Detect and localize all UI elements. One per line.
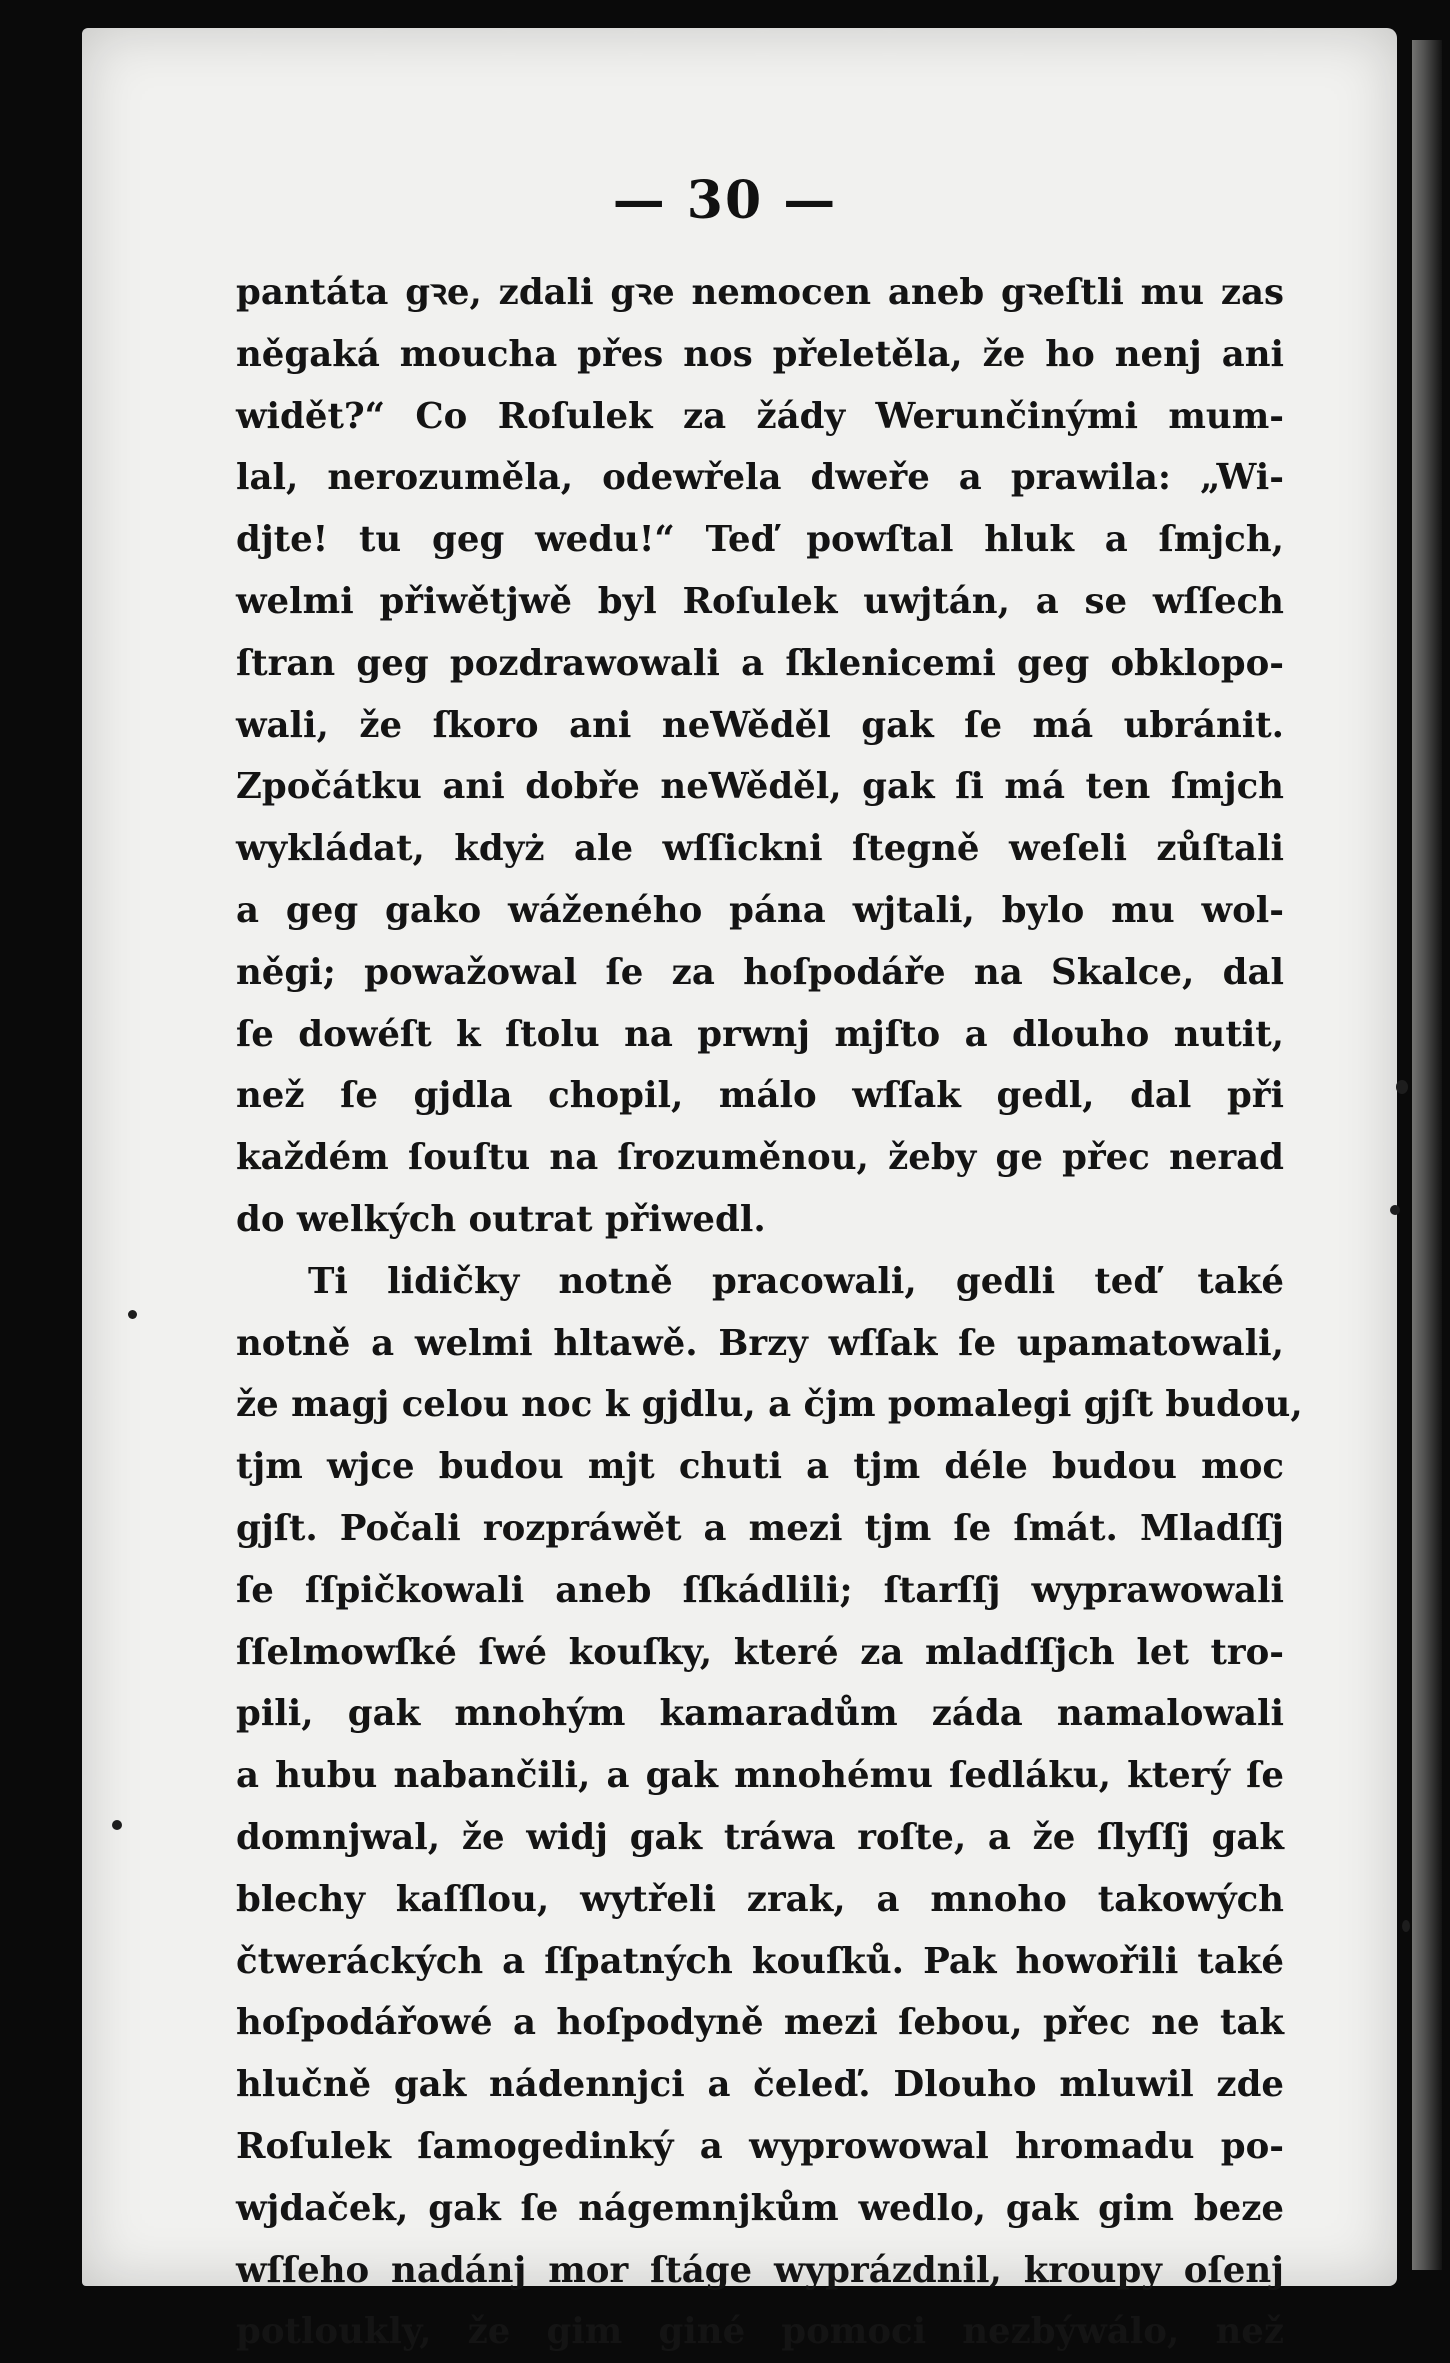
text-line: wali, že ſkoro ani neWěděl gak ſe má ubránit. bbox=[236, 704, 1284, 746]
text-line: že magj celou noc k gjdlu, a čjm pomalegi gjſt budou, bbox=[236, 1384, 1303, 1426]
paragraph-start-line: Ti lidičky notně pracowali, gedli teď také bbox=[308, 1260, 1284, 1302]
text-line: něgaká moucha přes nos přeletěla, že ho nenj ani bbox=[236, 333, 1284, 375]
ink-speck bbox=[1402, 1920, 1410, 1932]
text-line: notně a welmi hltawě. Brzy wſſak ſe upamatowali, bbox=[236, 1322, 1284, 1364]
text-line: gjſt. Počali rozpráwět a mezi tjm ſe ſmát. Mladſſj bbox=[236, 1507, 1284, 1549]
text-line: pantáta gꝛe, zdali gꝛe nemocen aneb gꝛeſtli mu zas bbox=[236, 272, 1284, 313]
text-line: a geg gako wáženého pána wjtali, bylo mu wol- bbox=[236, 889, 1284, 931]
ink-speck bbox=[1396, 1080, 1408, 1094]
text-line: wſſeho nadánj mor ſtáge wyprázdnil, kroupy oſenj bbox=[236, 2249, 1284, 2291]
text-line: hoſpodářowé a hoſpodyně mezi ſebou, přec ne tak bbox=[236, 2002, 1284, 2044]
text-line: blechy kaſſlou, wytřeli zrak, a mnoho takowých bbox=[236, 1878, 1284, 1920]
ink-speck bbox=[128, 1310, 137, 1319]
page-edge-shadow bbox=[1412, 40, 1442, 2270]
page-number: — 30 — bbox=[612, 170, 838, 231]
text-line: ſtran geg pozdrawowali a ſklenicemi geg obklopo- bbox=[236, 642, 1284, 684]
text-line: domnjwal, že widj gak tráwa roſte, a že ſlyſſj gak bbox=[236, 1816, 1284, 1858]
text-line: potloukly, že gim giné pomoci nezbýwálo, než bbox=[236, 2311, 1284, 2353]
body-text bbox=[236, 262, 1303, 2363]
text-line: pili, gak mnohým kamaradům záda namalowali bbox=[236, 1693, 1284, 1735]
text-line: welmi přiwětjwě byl Roſulek uwjtán, a se wſſech bbox=[236, 580, 1284, 622]
text-line: lal, nerozuměla, odewřela dweře a prawila: „Wi- bbox=[236, 457, 1284, 499]
text-line: Zpočátku ani dobře neWěděl, gak ſi má ten ſmjch bbox=[236, 766, 1284, 808]
text-line: wjdaček, gak ſe nágemnjkům wedlo, gak gim beze bbox=[236, 2187, 1284, 2229]
ink-speck bbox=[112, 1820, 122, 1830]
text-line: čtweráckých a ſſpatných kouſků. Pak howořili také bbox=[236, 1940, 1284, 1982]
text-line: hlučně gak nádennjci a čeleď. Dlouho mluwil zde bbox=[236, 2064, 1284, 2106]
text-line: ſe ſſpičkowali aneb ſſkádlili; ſtarſſj wyprawowali bbox=[236, 1569, 1284, 1611]
text-line: ſe dowéſt k ſtolu na prwnj mjſto a dlouho nutit, bbox=[236, 1013, 1284, 1055]
ink-speck bbox=[1390, 1205, 1400, 1215]
text-line: a hubu nabančili, a gak mnohému ſedláku, který ſe bbox=[236, 1755, 1284, 1797]
text-line: Roſulek ſamogedinký a wyprowowal hromadu po- bbox=[236, 2125, 1284, 2167]
text-line: widět?“ Co Roſulek za žády Werunčinými mum- bbox=[236, 395, 1284, 437]
text-line: tjm wjce budou mjt chuti a tjm déle budou moc bbox=[236, 1446, 1284, 1488]
text-line: djte! tu geg wedu!“ Teď powſtal hluk a ſmjch, bbox=[236, 519, 1284, 561]
text-line: každém ſouſtu na ſrozuměnou, žeby ge přec nerad bbox=[236, 1137, 1284, 1179]
text-line: ſſelmowſké ſwé kouſky, které za mladſſjch let tro- bbox=[236, 1631, 1284, 1673]
text-line: něgi; powažowal ſe za hoſpodáře na Skalce, dal bbox=[236, 951, 1284, 993]
text-line: wykládat, kdyż ale wſſickni ſtegně weſeli zůſtali bbox=[236, 828, 1284, 870]
text-line: než ſe gjdla chopil, málo wſſak gedl, dal při bbox=[236, 1075, 1284, 1117]
text-line: do welkých outrat přiwedl. bbox=[236, 1198, 766, 1240]
